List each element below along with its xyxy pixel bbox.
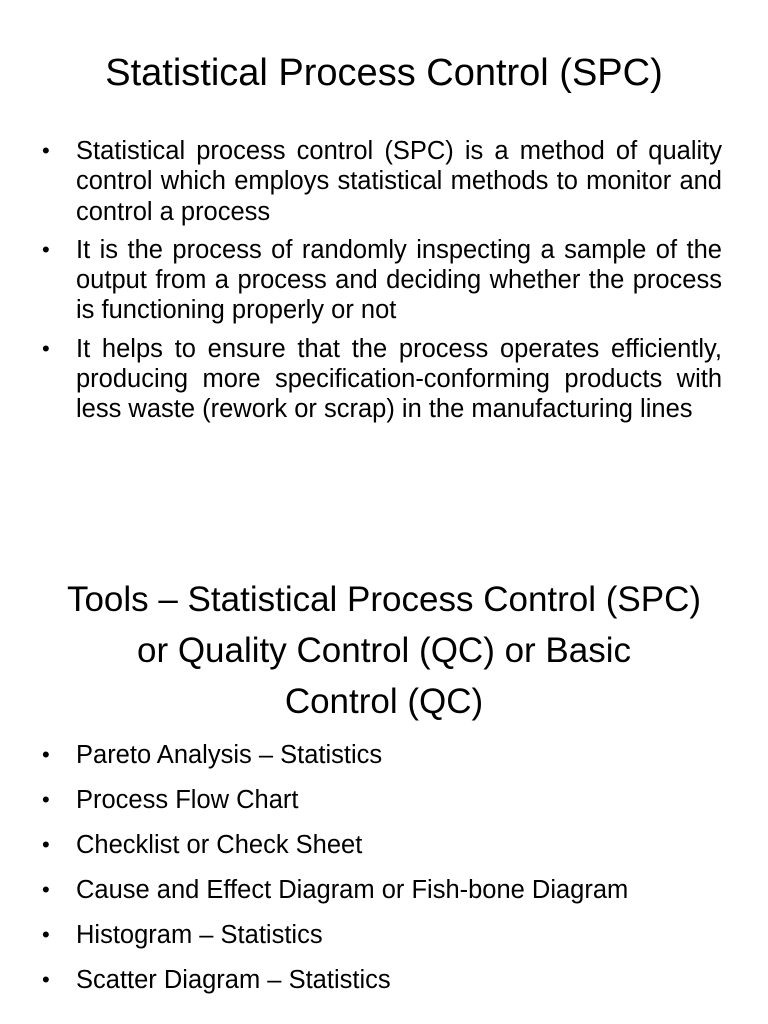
title-line: Control (QC) bbox=[284, 682, 484, 721]
bullet-text: Statistical process control (SPC) is a method of quality control which employs statistical methods to monitor and control a process bbox=[76, 137, 722, 226]
bullet-text: Process Flow Chart bbox=[76, 786, 299, 814]
title-line: or Quality Control (QC) or Basic bbox=[136, 631, 632, 670]
slide-title: Statistical Process Control (SPC) bbox=[105, 52, 663, 94]
list-item bbox=[42, 781, 642, 819]
bullet-list bbox=[42, 136, 722, 433]
list-item bbox=[42, 871, 642, 909]
bullet-icon: • bbox=[42, 236, 50, 262]
list-item bbox=[42, 334, 722, 425]
bullet-icon: • bbox=[42, 922, 50, 947]
bullet-icon: • bbox=[42, 967, 50, 992]
bullet-icon: • bbox=[42, 832, 50, 857]
bullet-text: Histogram – Statistics bbox=[76, 921, 323, 949]
bullet-text: It is the process of randomly inspecting a sample of the output from a process and deciding whether the process is functioning properly or not bbox=[76, 235, 722, 325]
title-line: Tools – Statistical Process Control (SPC) bbox=[66, 580, 702, 619]
list-item bbox=[42, 736, 642, 774]
bullet-icon: • bbox=[42, 138, 50, 163]
bullet-icon: • bbox=[42, 877, 50, 902]
bullet-text: Pareto Analysis – Statistics bbox=[76, 741, 383, 769]
slide-title bbox=[40, 574, 728, 727]
list-item bbox=[42, 136, 722, 227]
bullet-text: Cause and Effect Diagram or Fish-bone Diagram bbox=[76, 876, 629, 904]
bullet-text: It helps to ensure that the process operates efficiently, producing more specification-conforming products with less waste (rework or scrap) in the manufacturing lines bbox=[76, 334, 722, 424]
list-item bbox=[42, 961, 642, 999]
bullet-icon: • bbox=[42, 335, 50, 361]
list-item bbox=[42, 826, 642, 864]
bullet-list bbox=[42, 736, 642, 1006]
bullet-icon: • bbox=[42, 787, 50, 812]
bullet-text: Checklist or Check Sheet bbox=[76, 831, 363, 859]
bullet-icon: • bbox=[42, 742, 50, 767]
bullet-text: Scatter Diagram – Statistics bbox=[76, 966, 391, 994]
list-item bbox=[42, 235, 722, 326]
slide-spc-tools bbox=[0, 560, 768, 1024]
list-item bbox=[42, 916, 642, 954]
